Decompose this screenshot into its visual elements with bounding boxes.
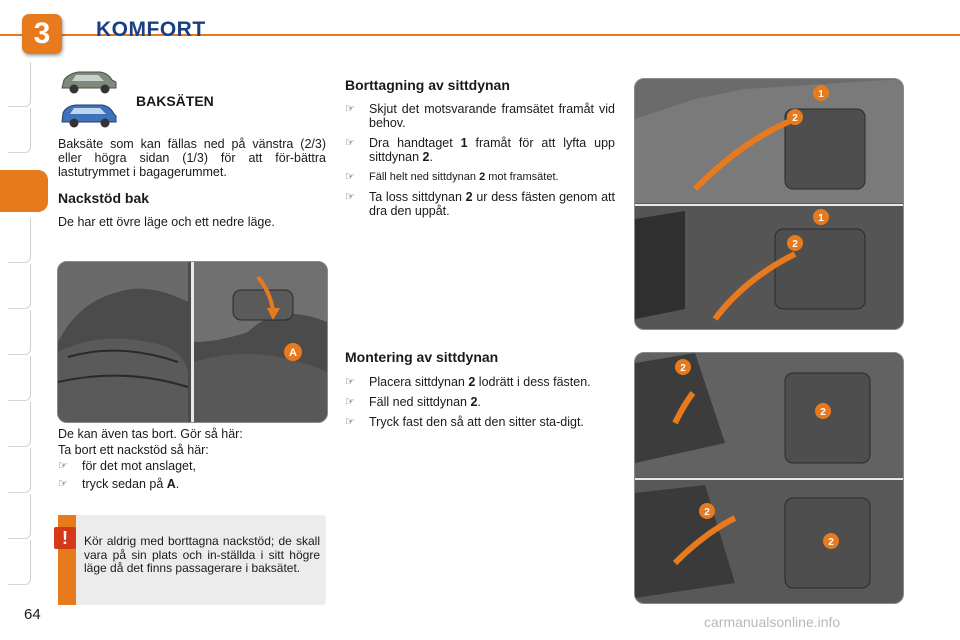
exclamation-icon: !	[54, 527, 76, 549]
page-number: 64	[24, 606, 41, 623]
pointing-hand-icon: ☞	[58, 478, 68, 490]
list-item: ☞ tryck sedan på A.	[58, 477, 180, 491]
removal-steps-list	[345, 102, 615, 224]
list-item: ☞ Ta loss sittdynan 2 ur dess fästen genom att dra den uppåt.	[345, 190, 615, 218]
pointing-hand-icon: ☞	[345, 191, 355, 203]
photo-label-2f: 2	[828, 537, 834, 548]
photo-label-2: 2	[792, 113, 798, 124]
section-title-baksaten: BAKSÄTEN	[136, 93, 214, 109]
removal-photo	[634, 78, 904, 330]
pointing-hand-icon: ☞	[345, 396, 355, 408]
pointing-hand-icon: ☞	[58, 460, 68, 472]
pointing-hand-icon: ☞	[345, 103, 355, 115]
page-title: KOMFORT	[96, 18, 206, 41]
list-item: ☞ Placera sittdynan 2 lodrätt i dess fästen.	[345, 375, 591, 389]
pointing-hand-icon: ☞	[345, 171, 355, 183]
photo-label-a: A	[289, 347, 297, 359]
car-blue-icon	[58, 100, 120, 130]
warning-text: Kör aldrig med borttagna nackstöd; de skall vara på sin plats och in-ställda i sitt högre läge då det finns passagerare i baksätet.	[84, 534, 320, 575]
pointing-hand-icon: ☞	[345, 416, 355, 428]
remove-text: De kan även tas bort. Gör så här:	[58, 427, 243, 441]
watermark: carmanualsonline.info	[704, 614, 841, 630]
remove-intro: Ta bort ett nackstöd så här:	[58, 443, 209, 457]
chapter-tab-5[interactable]	[8, 264, 31, 309]
chapter-tab-10[interactable]	[8, 494, 31, 539]
chapter-tab-2[interactable]	[8, 108, 31, 153]
pointing-hand-icon: ☞	[345, 137, 355, 149]
headrest-heading: Nackstöd bak	[58, 190, 150, 206]
list-item: ☞ Dra handtaget 1 framåt för att lyfta upp sittdynan 2.	[345, 136, 615, 164]
chapter-tab-4[interactable]	[8, 218, 31, 263]
chapter-tab-3-active[interactable]	[0, 170, 48, 212]
photo-label-2e: 2	[704, 507, 710, 518]
chapter-tab-7[interactable]	[8, 356, 31, 401]
list-item: ☞ Fäll ned sittdynan 2.	[345, 395, 481, 409]
chapter-tab-1[interactable]	[8, 62, 31, 107]
photo-label-1: 1	[818, 89, 824, 100]
photo-label-2d: 2	[820, 407, 826, 418]
mount-heading: Montering av sittdynan	[345, 349, 499, 365]
chapter-tab-strip	[0, 62, 34, 582]
pointing-hand-icon: ☞	[345, 376, 355, 388]
chapter-tab-8[interactable]	[8, 402, 31, 447]
list-item: ☞ Tryck fast den så att den sitter sta-digt.	[345, 415, 584, 429]
removal-heading: Borttagning av sittdynan	[345, 77, 510, 93]
intro-text: Baksäte som kan fällas ned på vänstra (2/3) eller högra sidan (1/3) för att för-bättra lastutrymmet i bagagerummet.	[58, 137, 326, 179]
remove-steps-list	[58, 459, 326, 497]
chapter-badge[interactable]	[22, 14, 62, 54]
photo-label-2b: 2	[792, 239, 798, 250]
chapter-tab-11[interactable]	[8, 540, 31, 585]
list-item: ☞ för det mot anslaget,	[58, 459, 196, 473]
list-item: ☞ Skjut det motsvarande framsätet framåt vid behov.	[345, 102, 615, 130]
photo-label-2c: 2	[680, 363, 686, 374]
mount-steps-list	[345, 375, 615, 435]
headrest-text: De har ett övre läge och ett nedre läge.	[58, 215, 275, 229]
photo-label-1b: 1	[818, 213, 824, 224]
car-gray-icon	[58, 66, 120, 96]
warning-box	[58, 515, 326, 605]
chapter-tab-9[interactable]	[8, 448, 31, 493]
chapter-number: 3	[33, 17, 51, 50]
mounting-photo	[634, 352, 904, 604]
list-item: ☞ Fäll helt ned sittdynan 2 mot framsätet.	[345, 171, 559, 183]
headrest-photo	[57, 261, 328, 423]
chapter-tab-6[interactable]	[8, 310, 31, 355]
